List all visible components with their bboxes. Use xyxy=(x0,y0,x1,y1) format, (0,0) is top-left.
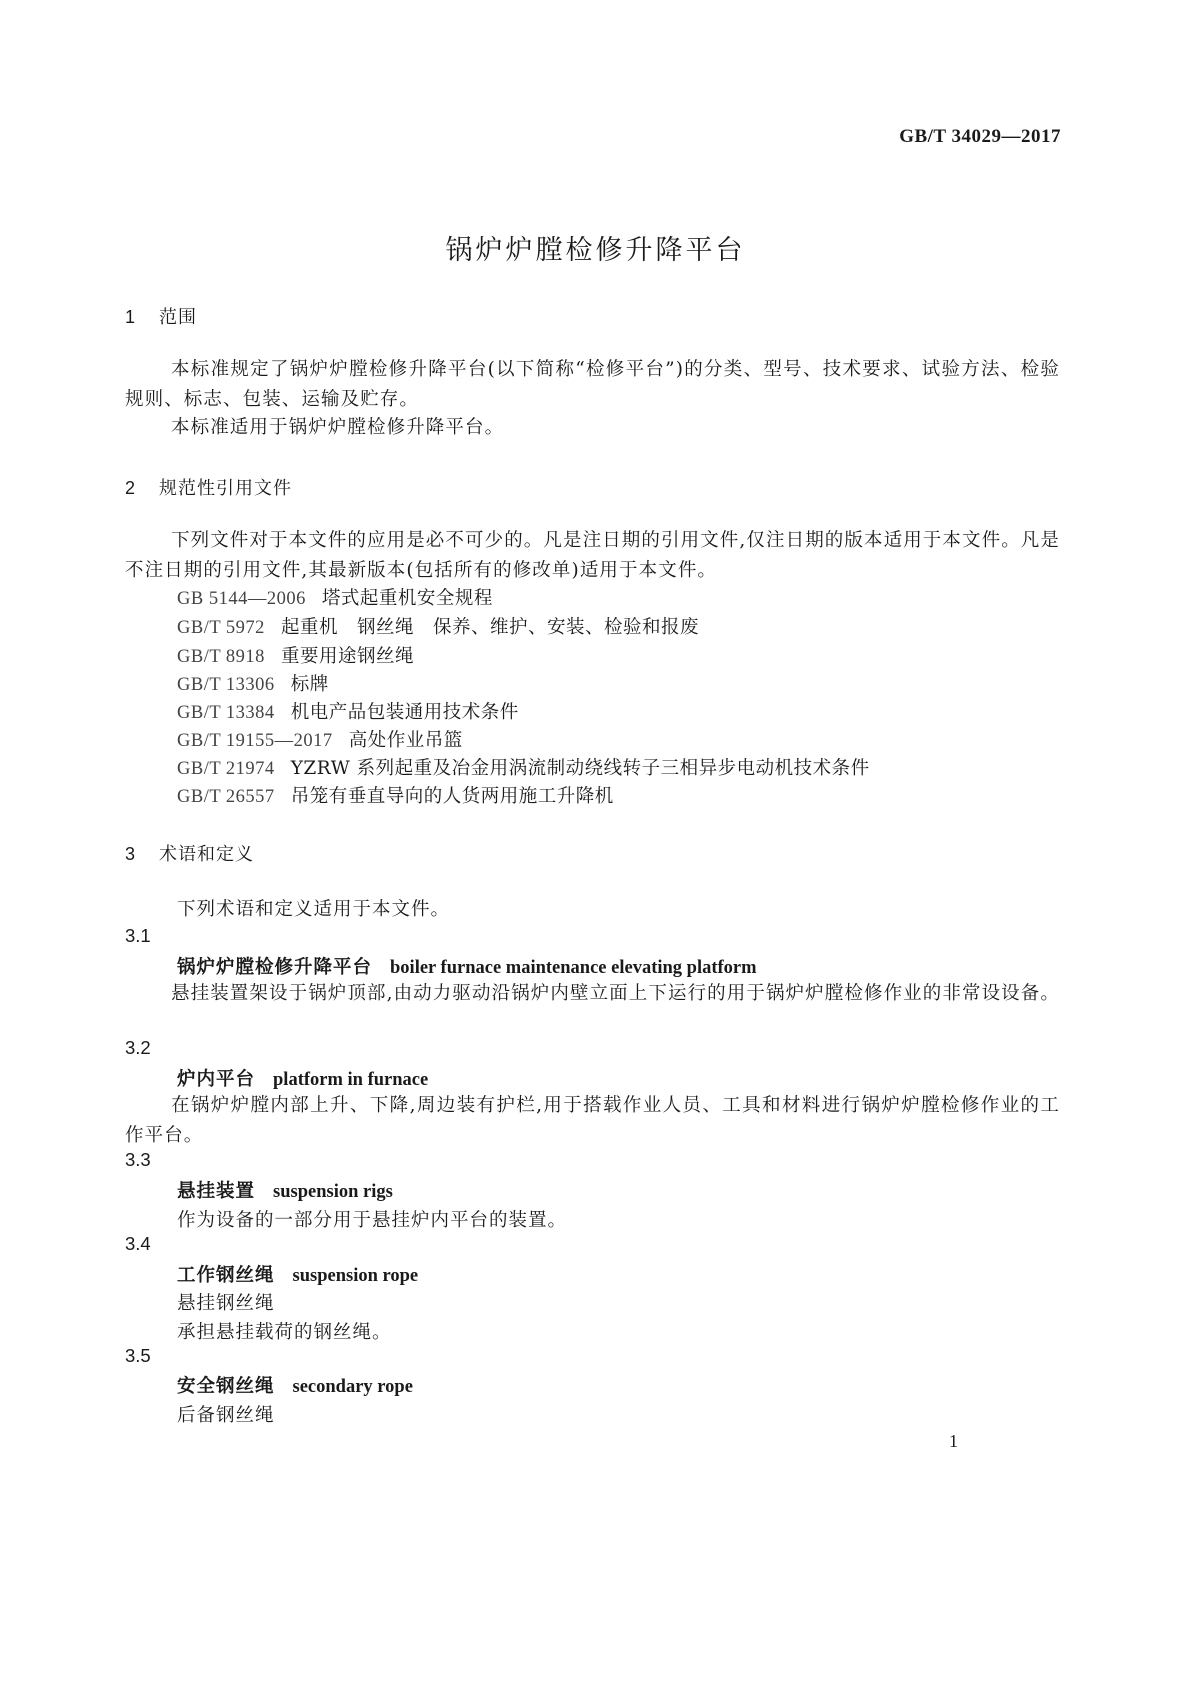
reference-title: 起重机 钢丝绳 保养、维护、安装、检验和报废 xyxy=(280,617,699,638)
term-definition: 悬挂装置架设于锅炉顶部,由动力驱动沿锅炉内壁立面上下运行的用于锅炉炉膛检修作业的非常设设备。 xyxy=(171,983,1060,1004)
reference-item xyxy=(177,642,414,668)
reference-code: GB 5144—2006 xyxy=(177,589,306,609)
section-number: 2 xyxy=(125,478,137,498)
term-english: platform in furnace xyxy=(273,1070,429,1090)
term-chinese: 锅炉炉膛检修升降平台 xyxy=(177,957,373,978)
term-chinese: 工作钢丝绳 xyxy=(177,1265,275,1286)
section-1-paragraph-2: 本标准适用于锅炉炉膛检修升降平台。 xyxy=(171,417,505,438)
document-title: 锅炉炉膛检修升降平台 xyxy=(445,235,746,266)
reference-item xyxy=(177,726,463,752)
reference-item xyxy=(177,782,614,808)
section-2-heading xyxy=(125,474,292,500)
reference-code: GB/T 19155—2017 xyxy=(177,731,333,751)
reference-item xyxy=(177,670,329,696)
reference-title: 标牌 xyxy=(290,674,329,695)
term-number: 3.2 xyxy=(125,1037,151,1058)
reference-code: GB/T 21974 xyxy=(177,759,275,779)
term-definition: 作为设备的一部分用于悬挂炉内平台的装置。 xyxy=(177,1210,568,1231)
reference-item xyxy=(177,698,519,724)
term-number: 3.3 xyxy=(125,1149,151,1170)
term-number: 3.1 xyxy=(125,925,151,946)
reference-title: YZRW 系列起重及冶金用涡流制动绕线转子三相异步电动机技术条件 xyxy=(290,758,870,779)
section-3-heading xyxy=(125,840,254,866)
reference-title: 吊笼有垂直导向的人货两用施工升降机 xyxy=(290,786,614,807)
term-synonym: 后备钢丝绳 xyxy=(177,1405,275,1426)
section-number: 1 xyxy=(125,307,137,327)
section-2-paragraph-1: 下列文件对于本文件的应用是必不可少的。凡是注日期的引用文件,仅注日期的版本适用于本文件。凡是不注日期的引用文件,其最新版本(包括所有的修改单)适用于本文件。 xyxy=(125,530,1060,581)
reference-code: GB/T 13306 xyxy=(177,675,275,695)
page-number: 1 xyxy=(949,1431,958,1451)
term-english: secondary rope xyxy=(292,1377,413,1397)
term-heading xyxy=(177,1372,413,1398)
reference-item xyxy=(177,754,870,780)
section-number: 3 xyxy=(125,844,137,864)
reference-code: GB/T 26557 xyxy=(177,787,275,807)
reference-item xyxy=(177,584,493,610)
term-chinese: 炉内平台 xyxy=(177,1069,256,1090)
term-definition: 在锅炉炉膛内部上升、下降,周边装有护栏,用于搭载作业人员、工具和材料进行锅炉炉膛检修作业的工作平台。 xyxy=(125,1095,1060,1146)
term-synonym: 悬挂钢丝绳 xyxy=(177,1293,275,1314)
section-3-intro: 下列术语和定义适用于本文件。 xyxy=(177,899,451,920)
term-number: 3.4 xyxy=(125,1233,151,1254)
term-english: suspension rigs xyxy=(273,1182,393,1202)
term-heading xyxy=(177,1261,418,1287)
reference-title: 高处作业吊篮 xyxy=(348,730,463,751)
term-definition: 承担悬挂载荷的钢丝绳。 xyxy=(177,1322,392,1343)
section-title: 范围 xyxy=(159,307,197,328)
section-title: 术语和定义 xyxy=(159,844,254,865)
reference-code: GB/T 8918 xyxy=(177,647,265,667)
term-english: boiler furnace maintenance elevating platform xyxy=(390,958,757,978)
term-chinese: 悬挂装置 xyxy=(177,1181,256,1202)
reference-title: 塔式起重机安全规程 xyxy=(321,588,493,609)
term-heading xyxy=(177,953,757,979)
term-chinese: 安全钢丝绳 xyxy=(177,1376,275,1397)
standard-code: GB/T 34029—2017 xyxy=(899,126,1061,147)
term-heading xyxy=(177,1177,393,1203)
section-1-heading xyxy=(125,303,197,329)
reference-code: GB/T 13384 xyxy=(177,703,275,723)
reference-item xyxy=(177,613,699,639)
reference-code: GB/T 5972 xyxy=(177,618,265,638)
section-1-paragraph-1: 本标准规定了锅炉炉膛检修升降平台(以下简称“检修平台”)的分类、型号、技术要求、试验方法、检验规则、标志、包装、运输及贮存。 xyxy=(125,359,1060,410)
reference-title: 机电产品包装通用技术条件 xyxy=(290,702,519,723)
term-number: 3.5 xyxy=(125,1345,151,1366)
term-english: suspension rope xyxy=(292,1266,419,1286)
reference-title: 重要用途钢丝绳 xyxy=(280,646,414,667)
term-heading xyxy=(177,1065,428,1091)
section-title: 规范性引用文件 xyxy=(159,478,292,499)
